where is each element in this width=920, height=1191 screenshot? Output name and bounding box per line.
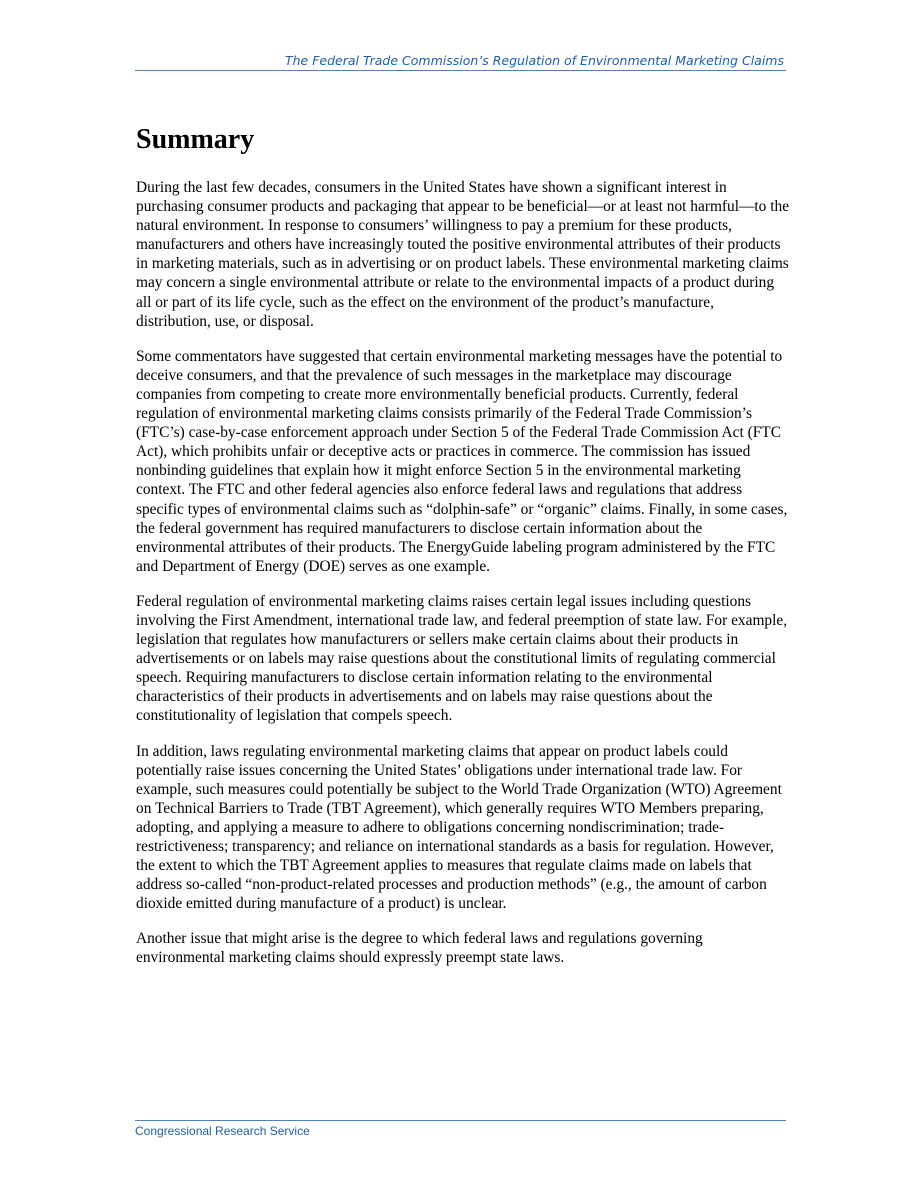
paragraph: In addition, laws regulating environmental marketing claims that appear on product labels could potentially raise issues concerning the United States’ obligations under international trade law. For example, such measures could potentially be subject to the World Trade Organization (WTO) Agreement on Technical Barriers to Trade (TBT Agreement), which generally requires WTO Members preparing, adopting, and applying a measure to adhere to obligations concerning nondiscrimination; trade-restrictiveness; transparency; and reliance on international standards as a basis for regulation. However, the extent to which the TBT Agreement applies to measures that regulate claims made on labels that address so-called “non-product-related processes and production methods” (e.g., the amount of carbon dioxide emitted during manufacture of a product) is unclear. <box>136 742 782 913</box>
page-title: Summary <box>136 124 255 155</box>
summary-body <box>136 178 791 984</box>
paragraph: During the last few decades, consumers in the United States have shown a significant interest in purchasing consumer products and packaging that appear to be beneficial—or at least not harmful—to the natural environment. In response to consumers’ willingness to pay a premium for these products, manufacturers and others have increasingly touted the positive environmental attributes of their products in marketing materials, such as in advertising or on product labels. These environmental marketing claims may concern a single environmental attribute or relate to the environmental impacts of a product during all or part of its life cycle, such as the effect on the environment of the product’s manufacture, distribution, use, or disposal. <box>136 179 790 330</box>
paragraph: Some commentators have suggested that certain environmental marketing messages have the potential to deceive consumers, and that the prevalence of such messages in the marketplace may discourage companies from competing to create more environmentally beneficial products. Currently, federal regulation of environmental marketing claims consists primarily of the Federal Trade Commission’s (FTC’s) case-by-case enforcement approach under Section 5 of the Federal Trade Commission Act (FTC Act), which prohibits unfair or deceptive acts or practices in commerce. The commission has issued nonbinding guidelines that explain how it might enforce Section 5 in the environmental marketing context. The FTC and other federal agencies also enforce federal laws and regulations that address specific types of environmental claims such as “dolphin-safe” or “organic” claims. Finally, in some cases, the federal government has required manufacturers to disclose certain information about the environmental attributes of their products. The EnergyGuide labeling program administered by the FTC and Department of Energy (DOE) serves as one example. <box>136 347 788 575</box>
footer-organization: Congressional Research Service <box>135 1124 310 1138</box>
paragraph: Another issue that might arise is the degree to which federal laws and regulations governing environmental marketing claims should expressly preempt state laws. <box>136 930 703 967</box>
running-header <box>135 52 786 71</box>
running-footer <box>135 1120 786 1139</box>
paragraph: Federal regulation of environmental marketing claims raises certain legal issues including questions involving the First Amendment, international trade law, and federal preemption of state law. For example, legislation that regulates how manufacturers or sellers make certain claims about their products in advertisements or on labels may raise questions about the constitutional limits of regulating commercial speech. Requiring manufacturers to disclose certain information relating to the environmental characteristics of their products in advertisements and on labels may raise questions about the constitutionality of legislation that compels speech. <box>136 592 788 725</box>
running-header-title: The Federal Trade Commission’s Regulation of Environmental Marketing Claims <box>284 53 784 68</box>
